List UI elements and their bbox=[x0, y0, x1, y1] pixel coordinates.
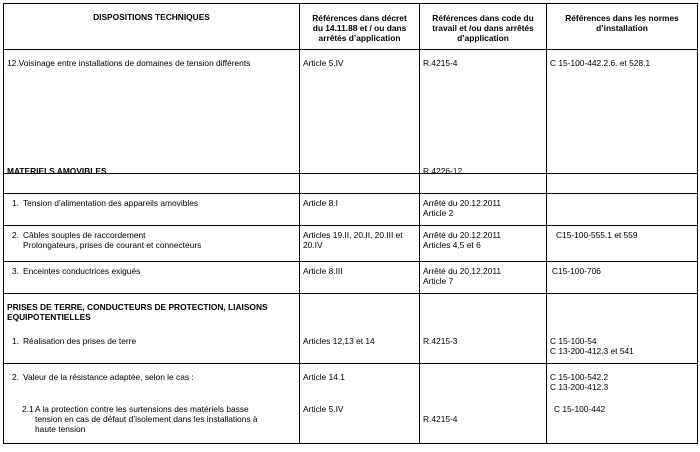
header-dispositions: DISPOSITIONS TECHNIQUES bbox=[4, 4, 300, 50]
row-decret: Articles 19.II, 20.II, 20.III et 20.IV bbox=[300, 226, 420, 262]
section-title: PRISES DE TERRE, CONDUCTEURS DE PROTECTION, LIAISONS EQUIPOTENTIELLES bbox=[4, 294, 300, 328]
row-decret: Article 14.1 Article 5.IV bbox=[300, 364, 420, 444]
table-row bbox=[4, 50, 698, 174]
row-code: R.4215-4 bbox=[420, 364, 547, 444]
row-label: 2. Câbles souples de raccordement Prolongateurs, prises de courant et connecteurs bbox=[4, 226, 300, 262]
table-row bbox=[4, 194, 698, 226]
row-normes bbox=[547, 174, 698, 194]
row-code: Arrêté du 20.12.2011 Article 2 bbox=[420, 194, 547, 226]
row-code: R.4215-4 bbox=[420, 50, 547, 174]
row-normes: C15-100-706 bbox=[547, 262, 698, 294]
table-row bbox=[4, 294, 698, 328]
row-normes: C15-100-555.1 et 559 bbox=[547, 226, 698, 262]
row-code bbox=[420, 294, 547, 328]
row-code: R.4215-3 bbox=[420, 328, 547, 364]
row-decret bbox=[300, 294, 420, 328]
table-row bbox=[4, 174, 698, 194]
row-normes: C 15-100-442.2.6. et 528.1 bbox=[547, 50, 698, 174]
row-normes bbox=[547, 194, 698, 226]
header-decret: Références dans décret du 14.11.88 et / ou dans arrêtés d’application bbox=[300, 4, 420, 50]
row-normes: C 15-100-542.2 C 13-200-412.3 C 15-100-442 bbox=[547, 364, 698, 444]
row-code: Arrêté du 20.12.2011 Article 7 bbox=[420, 262, 547, 294]
row-decret: Article 8.I bbox=[300, 194, 420, 226]
row-label: 3. Enceintes conductrices exigués bbox=[4, 262, 300, 294]
table-row bbox=[4, 364, 698, 444]
row-decret bbox=[300, 174, 420, 194]
row-label: 2. Valeur de la résistance adaptée, selon le cas : 2.1A la protection contre les surtensions des matériels basse tension en cas de défaut d’isolement dans les installations à haute tension bbox=[4, 364, 300, 444]
table-row bbox=[4, 328, 698, 364]
row-normes: C 15-100-54 C 13-200-412.3 et 541 bbox=[547, 328, 698, 364]
row-decret: Article 5.IV bbox=[300, 50, 420, 174]
header-code-travail: Références dans code du travail et /ou dans arrêtés d’application bbox=[420, 4, 547, 50]
row-code: R.4226-12 bbox=[420, 174, 547, 194]
table-row bbox=[4, 262, 698, 294]
row-decret: Articles 12,13 et 14 bbox=[300, 328, 420, 364]
header-normes: Références dans les normes d’installation bbox=[547, 4, 698, 50]
technical-references-table bbox=[3, 3, 698, 444]
table-row bbox=[4, 226, 698, 262]
row-label: 12.Voisinage entre installations de domaines de tension différents bbox=[4, 50, 300, 174]
row-label: 1. Tension d’alimentation des appareils amovibles bbox=[4, 194, 300, 226]
row-code: Arrêté du 20.12.2011 Articles 4,5 et 6 bbox=[420, 226, 547, 262]
row-label: 1. Réalisation des prises de terre bbox=[4, 328, 300, 364]
header-row bbox=[4, 4, 698, 50]
row-normes bbox=[547, 294, 698, 328]
section-title: MATERIELS AMOVIBLES bbox=[4, 174, 300, 194]
row-decret: Article 8.III bbox=[300, 262, 420, 294]
